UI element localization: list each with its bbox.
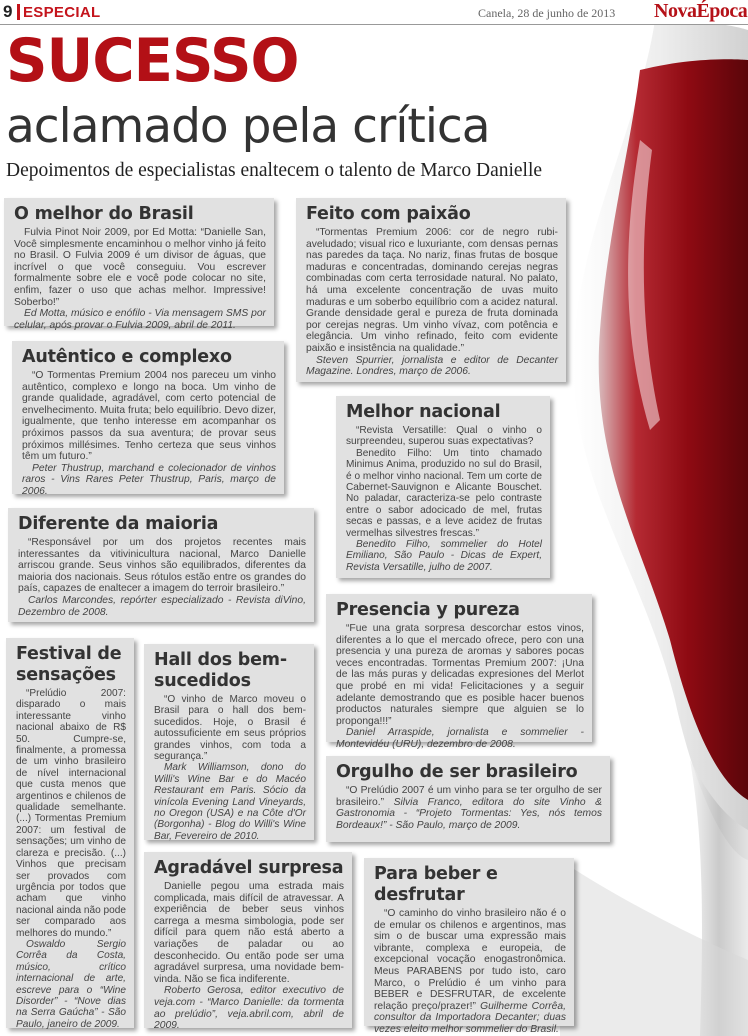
box-quote: “Revista Versatille: Qual o vinho o surpreendeu, superou suas expectativas? <box>346 425 542 448</box>
box-title: Hall dos bem-sucedidos <box>154 650 287 691</box>
box-quote: “Responsável por um dos projetos recentes mais interessantes da vitivinicultura nacional, Marco Danielle arriscou grande. Seus vinhos são equilibrados, diferentes da maioria dos nacionais. Seus rótulos estão entre os grandes do país, capazes de enaltecer a imagem do terroir brasileiro.” <box>18 537 306 595</box>
box-quote: Fulvia Pinot Noir 2009, por Ed Motta: “Danielle San, Você simplesmente encaminhou o melhor vinho já feito no Brasil. O Fulvia 2009 é um divisor de águas, que incrível o que você conseguiu. Vou escrever formalmente sobre ele e você pode colocar no site, enfim, fazer o uso que achas melhor. Impressive! Soberbo!” <box>14 227 266 308</box>
testimonial-box-melhor-nacional <box>336 396 550 578</box>
testimonial-box-orgulho-de-ser-brasileiro <box>326 756 610 842</box>
box-quote-text: “O caminho do vinho brasileiro não é o de emular os chilenos e argentinos, mas sim o de buscar uma expressão mais vibrante, complexa e europeia, de excepcional vocação enogastronômica. Meus PARABENS por tudo isto, caro Marco, o Prelúdio é um vinho para BEBER e DESFRUTAR, de excelente relação preço/prazer!” <box>374 908 566 1012</box>
box-source: Carlos Marcondes, repórter especializado - Revista diVino, Dezembro de 2008. <box>18 594 306 618</box>
box-source: Silvia Franco, editora do site Vinho & Gastronomia - “Projeto Tormentas: Yes, nós temos Bordeaux!” - São Paulo, março de 2009. <box>336 796 602 831</box>
box-title: Presencia y pureza <box>336 600 520 620</box>
section-divider <box>17 4 20 20</box>
box-source: Steven Spurrier, jornalista e editor de Decanter Magazine. Londres, março de 2006. <box>306 354 558 378</box>
box-title: Feito com paixão <box>306 204 471 224</box>
box-quote <box>336 785 602 831</box>
box-quote: “O Tormentas Premium 2004 nos pareceu um vinho autêntico, complexo e longo na boca. Um vinho de grande qualidade, agradável, com certo potencial de envelhecimento. Muita fruta; belo equilíbrio. Devo dizer, igualmente, que tenho interesse em acompanhar os próximos passos da sua aventura; de provar seus próximos millésimes. Tenho certeza que seus vinhos têm um futuro.” <box>22 370 276 463</box>
page-header <box>0 0 748 25</box>
box-source: Daniel Arraspide, jornalista e sommelier - Montevidéu (URU), dezembro de 2008. <box>336 727 584 750</box>
box-quote: “Fue una grata sorpresa descorchar estos vinos, diferentes a lo que el mercado ofrece, pero con una presencia y una pureza de aromas y sabores pocas veces encontradas. Tormentas Premium 2007: ¡Una de las más puras y delicadas expresiones del Merlot que probé en mi vida! Felicitaciones y a seguir adelante demostrando que es posible hacer buenos productos naturales siempre que alguien se lo proponga!!!” <box>336 623 584 727</box>
box-title: O melhor do Brasil <box>14 204 194 224</box>
box-source: Guilherme Corrêa, consultor da Importadora Decanter; duas vezes eleito melhor sommelier do Brasil. <box>374 1000 566 1035</box>
box-quote: “Prelúdio 2007: disparado o mais interessante vinho nacional abaixo de R$ 50. Cumpre-se, finalmente, a promessa de um vinho brasileiro de nível internacional que custa menos que argentinos e chilenos de qualidade semelhante. (...) Tormentas Premium 2007: um festival de sensações; um vinho de clareza e precisão. (...) Vinhos que precisam ser provados com urgência por todos que acham que vinho nacional ainda não pode ser comparado aos melhores do mundo.” <box>16 688 127 939</box>
box-title: Agradável surpresa <box>154 858 344 878</box>
box-quote: Benedito Filho: Um tinto chamado Minimus Anima, produzido no sul do Brasil, é o melhor vinho nacional. Tem um corte de Cabernet-Sauvignon e Alicante Bouschet. No paladar, caracteriza-se pelo contraste entre o sabor adocicado de mel, frutas secas e passas, e a leve acidez de frutas vermelhas silvestres frescas.” <box>346 447 542 539</box>
page-number: 9 <box>3 2 13 21</box>
box-quote: “Tormentas Premium 2006: cor de negro rubi-aveludado; visual rico e luxuriante, com densas pernas nas paredes da taça. No nariz, finas frutas de bosque maduras e concentradas, dominando cerejas negras combinadas com certa terrosidade natural. No palato, há uma excelente concentração de uvas muito maduras e um soberbo equilíbrio com a acidez natural. Grande densidade geral e pureza de fruta dominada por cerejas negras. Um vinho vívaz, com potência e elegância. Um vinho refinado, feito com evidente paixão e insistência na qualidade.” <box>306 227 558 354</box>
newspaper-logo: NovaÉpoca <box>654 0 748 22</box>
article-deck: Depoimentos de especialistas enaltecem o talento de Marco Danielle <box>6 160 543 181</box>
box-source: Benedito Filho, sommelier do Hotel Emiliano, São Paulo - Dicas de Expert, Revista Versatille, julho de 2007. <box>346 539 542 573</box>
box-source: Mark Williamson, dono do Willi's Wine Bar e do Macéo Restaurant em Paris. Sócio da vinícola Evening Land Vineyards, no Oregon (USA) e na Côte d'Or (Borgonha) - Blog do Willi's Wine Bar, Fevereiro de 2010. <box>154 762 306 842</box>
box-quote: Danielle pegou uma estrada mais complicada, mais difícil de atravessar. A experiência de beber seus vinhos carrega a mesma simbologia, pode ser difícil para quem não está aberto a variações de paladar ou ao desconhecido. Ou então pode ser uma agradável surpresa, uma novidade bem-vinda. Não se fica indiferente. <box>154 881 344 985</box>
box-quote-text: “O Prelúdio 2007 é um vinho para se ter orgulho de ser brasileiro.” <box>336 785 602 808</box>
box-title: Melhor nacional <box>346 402 501 422</box>
testimonial-box-melhor-do-brasil <box>4 198 274 331</box>
section-label: ESPECIAL <box>23 4 101 21</box>
testimonial-box-presencia-y-pureza <box>326 594 592 750</box>
box-title: Autêntico e complexo <box>22 347 232 367</box>
testimonial-box-hall-dos-bem-sucedidos <box>144 644 314 840</box>
testimonial-box-autentico-e-complexo <box>12 341 284 497</box>
testimonial-box-feito-com-paixao <box>296 198 566 382</box>
testimonial-box-diferente-da-maioria <box>8 508 314 622</box>
box-title: Festival de sensações <box>16 644 122 685</box>
testimonial-box-agradavel-surpresa <box>144 852 352 1032</box>
headline-secondary: aclamado pela crítica <box>6 99 490 154</box>
box-quote: “O vinho de Marco moveu o Brasil para o hall dos bem-sucedidos. Hoje, o Brasil é autossuficiente em seus próprios grandes vinhos, com toda a segurança.” <box>154 694 306 763</box>
box-source: Roberto Gerosa, editor executivo de veja.com - “Marco Danielle: da tormenta ao prelúdio”, veja.abril.com, abril de 2009. <box>154 985 344 1032</box>
headline-main: SUCESSO <box>6 26 299 96</box>
box-title: Diferente da maioria <box>18 514 219 534</box>
box-source: Ed Motta, músico e enófilo - Via mensagem SMS por celular, após provar o Fulvia 2009, abril de 2011. <box>14 308 266 331</box>
box-source: Peter Thustrup, marchand e colecionador de vinhos raros - Vins Rares Peter Thustrup, Paris, março de 2006. <box>22 462 276 497</box>
box-source: Oswaldo Sergio Corrêa da Costa, músico, crítico internacional de arte, escreve para o “Wine Disorder” - “Nove dias na Serra Gaúcha” - São Paulo, janeiro de 2009. <box>16 938 126 1030</box>
dateline: Canela, 28 de junho de 2013 <box>478 6 616 20</box>
box-quote <box>374 908 566 1036</box>
testimonial-box-para-beber-e-desfrutar <box>364 858 574 1035</box>
box-title: Para beber e desfrutar <box>374 864 498 905</box>
testimonial-box-festival-de-sensacoes <box>6 638 134 1028</box>
box-title: Orgulho de ser brasileiro <box>336 762 578 782</box>
